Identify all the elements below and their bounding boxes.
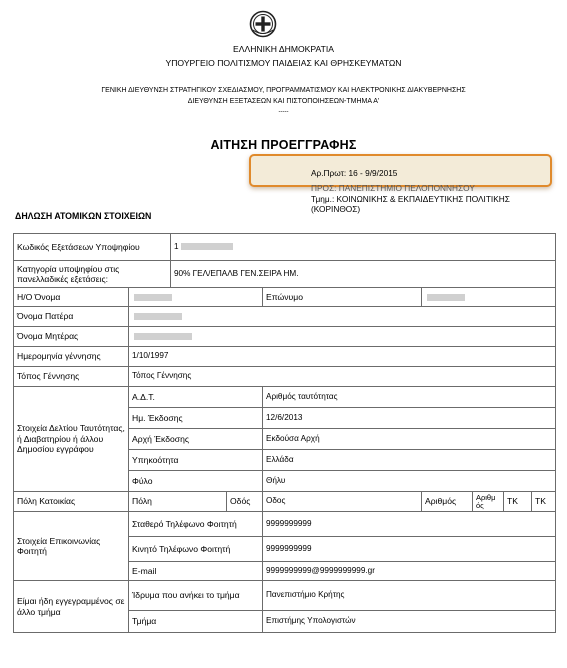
city-label: Πόλη (129, 492, 227, 512)
category-value[interactable]: 90% ΓΕΛ/ΕΠΑΛΒ ΓΕΝ.ΣΕΙΡΑ ΗΜ. (171, 261, 556, 288)
nationality-value[interactable]: Ελλάδα (263, 450, 556, 471)
name-label: Η/Ο Όνομα (14, 288, 129, 307)
tk-label: ΤΚ (504, 492, 532, 512)
recipient-university: ΠΡΟΣ: ΠΑΝΕΠΙΣΤΗΜΙΟ ΠΕΛΟΠΟΝΝΗΣΟΥ (311, 183, 475, 193)
department-label: Τμήμα (129, 611, 263, 633)
birthplace-label: Τόπος Γέννησης (14, 367, 129, 387)
email-value[interactable]: 9999999999@9999999999.gr (263, 562, 556, 581)
greek-coat-of-arms-icon (249, 10, 277, 38)
surname-value[interactable] (422, 288, 556, 307)
adt-label: Α.Δ.Τ. (129, 387, 263, 408)
number-label: Αριθμός (422, 492, 473, 512)
birthdate-value[interactable]: 1/10/1997 (129, 347, 556, 367)
street-label: Οδός (227, 492, 263, 512)
document-title: ΑΙΤΗΣΗ ΠΡΟΕΓΓΡΑΦΗΣ (210, 138, 357, 152)
nationality-label: Υπηκοότητα (129, 450, 263, 471)
landline-value[interactable]: 9999999999 (263, 512, 556, 537)
birthplace-value[interactable]: Τόπος Γέννησης (129, 367, 556, 387)
mother-name-label: Όνομα Μητέρας (14, 327, 129, 347)
section-title: ΔΗΛΩΣΗ ΑΤΟΜΙΚΩΝ ΣΤΟΙΧΕΙΩΝ (15, 211, 152, 221)
number-value[interactable]: Αριθμ ός (473, 492, 504, 512)
father-name-value[interactable] (129, 307, 556, 327)
issuer-label: Αρχή Έκδοσης (129, 429, 263, 450)
institution-label: Ίδρυμα που ανήκει το τμήμα (129, 581, 263, 611)
landline-label: Σταθερό Τηλέφωνο Φοιτητή (129, 512, 263, 537)
exam-code-label: Κωδικός Εξετάσεων Υποψηφίου (14, 234, 171, 261)
directorate: ΔΙΕΥΘΥΝΣΗ ΕΞΕΤΑΣΕΩΝ ΚΑΙ ΠΙΣΤΟΠΟΙΗΣΕΩΝ-ΤΜΗΜΑ Α' (187, 98, 380, 105)
name-value[interactable] (129, 288, 263, 307)
email-label: E-mail (129, 562, 263, 581)
republic-name: ΕΛΛΗΝΙΚΗ ΔΗΜΟΚΡΑΤΙΑ (233, 44, 334, 54)
category-label: Κατηγορία υποψηφίου στις πανελλαδικές εξετάσεις: (14, 261, 171, 288)
adt-value[interactable]: Αριθμός ταυτότητας (263, 387, 556, 408)
exam-code-value[interactable]: 1 (171, 234, 556, 261)
institution-value[interactable]: Πανεπιστήμιο Κρήτης (263, 581, 556, 611)
tk-value[interactable]: ΤΚ (532, 492, 556, 512)
recipient-department: Τμημ.: ΚΟΙΝΩΝΙΚΗΣ & ΕΚΠΑΙΔΕΥΤΙΚΗΣ ΠΟΛΙΤΙΚΗΣ (311, 194, 510, 204)
birthdate-label: Ημερομηνία γέννησης (14, 347, 129, 367)
general-directorate: ΓΕΝΙΚΗ ΔΙΕΥΘΥΝΣΗ ΣΤΡΑΤΗΓΙΚΟΥ ΣΧΕΔΙΑΣΜΟΥ, ΠΡΟΓΡΑΜΜΑΤΙΣΜΟΥ ΚΑΙ ΗΛΕΚΤΡΟΝΙΚΗΣ ΔΙΑΚΥΒΕΡΝΗΣΗΣ (101, 87, 466, 94)
separator-dashes: ----- (278, 109, 289, 115)
sex-label: Φύλο (129, 471, 263, 492)
protocol-number: Αρ.Πρωτ: 16 - 9/9/2015 (311, 168, 398, 178)
father-name-label: Όνομα Πατέρα (14, 307, 129, 327)
sex-value[interactable]: Θήλυ (263, 471, 556, 492)
mobile-label: Κινητό Τηλέφωνο Φοιτητή (129, 537, 263, 562)
department-value[interactable]: Επιστήμης Υπολογιστών (263, 611, 556, 633)
enrolled-elsewhere-label: Είμαι ήδη εγγεγραμμένος σε άλλο τμήμα (14, 581, 129, 633)
surname-label: Επώνυμο (263, 288, 422, 307)
id-document-group-label: Στοιχεία Δελτίου Ταυτότητας, ή Διαβατηρίου ή άλλου Δημοσίου εγγράφου (14, 387, 129, 492)
mother-name-value[interactable] (129, 327, 556, 347)
residence-label: Πόλη Κατοικίας (14, 492, 129, 512)
ministry-name: ΥΠΟΥΡΓΕΙΟ ΠΟΛΙΤΙΣΜΟΥ ΠΑΙΔΕΙΑΣ ΚΑΙ ΘΡΗΣΚΕΥΜΑΤΩΝ (165, 58, 402, 68)
street-value[interactable]: Οδος (263, 492, 422, 512)
contact-group-label: Στοιχεία Επικοινωνίας Φοιτητή (14, 512, 129, 581)
mobile-value[interactable]: 9999999999 (263, 537, 556, 562)
recipient-city: (ΚΟΡΙΝΘΟΣ) (311, 204, 361, 214)
issue-date-label: Ημ. Έκδοσης (129, 408, 263, 429)
issuer-value[interactable]: Εκδούσα Αρχή (263, 429, 556, 450)
issue-date-value[interactable]: 12/6/2013 (263, 408, 556, 429)
personal-details-table (13, 233, 556, 633)
